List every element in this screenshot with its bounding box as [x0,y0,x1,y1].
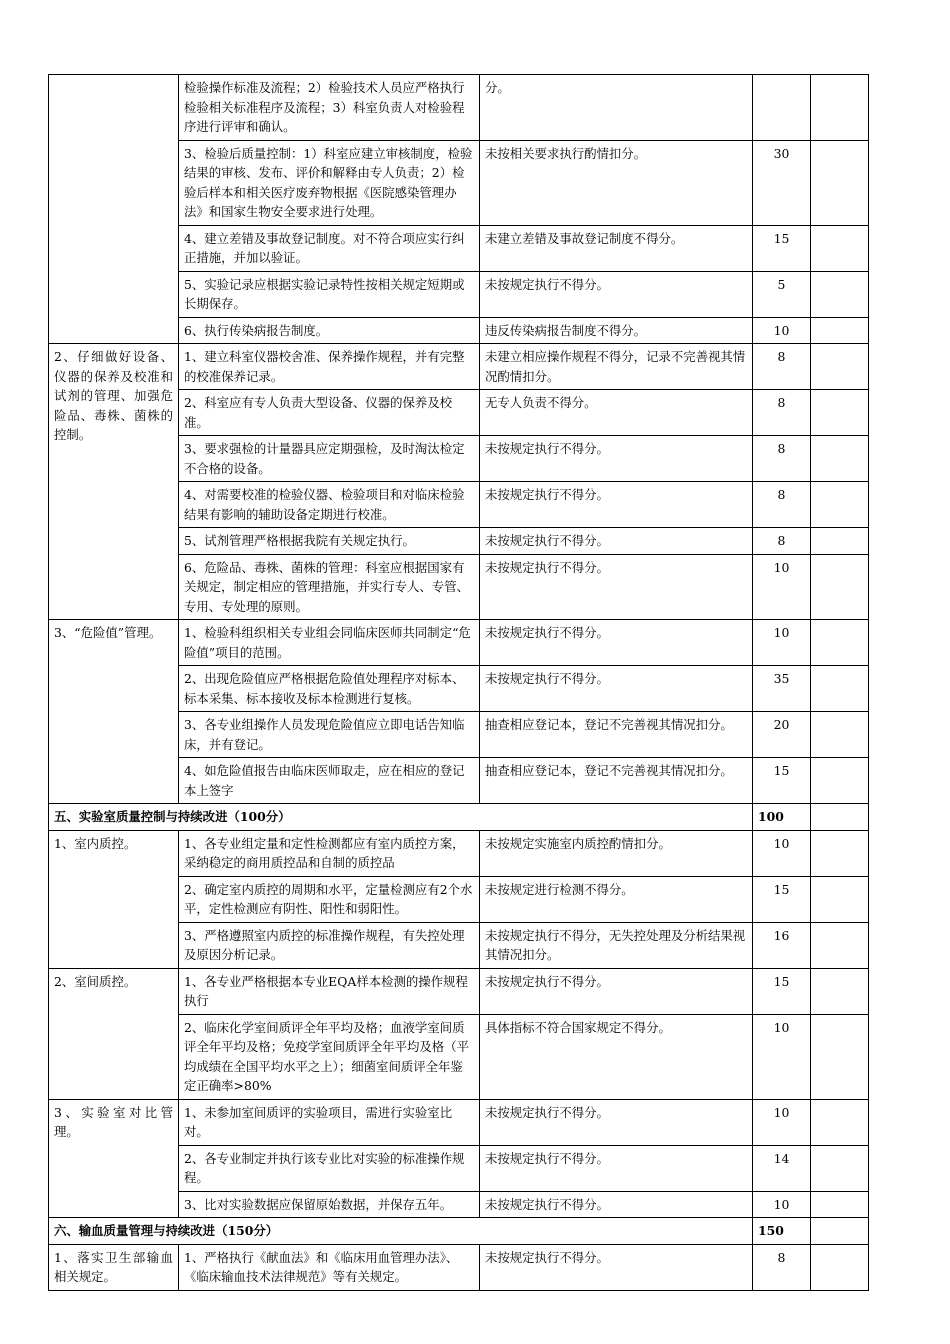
category-cell [49,75,179,344]
deduction-cell: 未按规定执行不得分。 [480,482,753,528]
section-title: 五、实验室质量控制与持续改进（100分） [49,804,753,831]
actual-score-cell [811,344,869,390]
standard-cell: 1、各专业组定量和定性检测都应有室内质控方案，采纳稳定的商用质控品和自制的质控品 [179,830,480,876]
actual-score-cell [811,1099,869,1145]
score-cell: 15 [753,968,811,1014]
deduction-cell: 未按规定执行不得分。 [480,620,753,666]
score-cell [753,75,811,141]
standard-cell: 6、危险品、毒株、菌株的管理：科室应根据国家有关规定，制定相应的管理措施，并实行专人、专管、专用、专处理的原则。 [179,554,480,620]
deduction-cell: 未按规定执行不得分。 [480,554,753,620]
actual-score-cell [811,528,869,555]
deduction-cell: 未按规定进行检测不得分。 [480,876,753,922]
deduction-cell: 违反传染病报告制度不得分。 [480,317,753,344]
standard-cell: 3、检验后质量控制：1）科室应建立审核制度，检验结果的审核、发布、评价和解释由专人负责；2）检验后样本和相关医疗废弃物根据《医院感染管理办法》和国家生物安全要求进行处理。 [179,140,480,225]
actual-score-cell [811,1244,869,1290]
actual-score-cell [811,554,869,620]
standard-cell: 4、对需要校准的检验仪器、检验项目和对临床检验结果有影响的辅助设备定期进行校准。 [179,482,480,528]
deduction-cell: 无专人负责不得分。 [480,390,753,436]
score-cell: 10 [753,830,811,876]
section-header-row [49,1218,869,1245]
deduction-cell: 抽查相应登记本，登记不完善视其情况扣分。 [480,712,753,758]
actual-score-cell [811,1014,869,1099]
deduction-cell: 未按规定实施室内质控酌情扣分。 [480,830,753,876]
score-cell: 8 [753,1244,811,1290]
score-cell: 8 [753,482,811,528]
table-row [49,830,869,876]
score-cell: 15 [753,876,811,922]
actual-score-cell [811,1145,869,1191]
standard-cell: 5、试剂管理严格根据我院有关规定执行。 [179,528,480,555]
actual-score-cell [811,1218,869,1245]
standard-cell: 1、各专业严格根据本专业EQA样本检测的操作规程执行 [179,968,480,1014]
actual-score-cell [811,758,869,804]
actual-score-cell [811,804,869,831]
deduction-cell: 未按规定执行不得分，无失控处理及分析结果视其情况扣分。 [480,922,753,968]
standard-cell: 1、严格执行《献血法》和《临床用血管理办法》、《临床输血技术法律规范》等有关规定。 [179,1244,480,1290]
actual-score-cell [811,620,869,666]
standard-cell: 4、建立差错及事故登记制度。对不符合项应实行纠正措施，并加以验证。 [179,225,480,271]
score-cell: 8 [753,528,811,555]
standard-cell: 2、确定室内质控的周期和水平，定量检测应有2个水平，定性检测应有阴性、阳性和弱阳性。 [179,876,480,922]
score-cell: 30 [753,140,811,225]
deduction-cell: 抽查相应登记本，登记不完善视其情况扣分。 [480,758,753,804]
standard-cell: 3、比对实验数据应保留原始数据，并保存五年。 [179,1191,480,1218]
deduction-cell: 未按规定执行不得分。 [480,1191,753,1218]
deduction-cell: 未按规定执行不得分。 [480,528,753,555]
section-score: 100 [753,804,811,831]
standard-cell: 5、实验记录应根据实验记录特性按相关规定短期或长期保存。 [179,271,480,317]
score-cell: 10 [753,317,811,344]
deduction-cell: 未按规定执行不得分。 [480,666,753,712]
standard-cell: 4、如危险值报告由临床医师取走，应在相应的登记本上签字 [179,758,480,804]
score-cell: 10 [753,1014,811,1099]
standard-cell: 1、检验科组织相关专业组会同临床医师共同制定“危险值”项目的范围。 [179,620,480,666]
standard-cell: 2、出现危险值应严格根据危险值处理程序对标本、标本采集、标本接收及标本检测进行复核。 [179,666,480,712]
category-cell: 2、仔细做好设备、仪器的保养及校准和试剂的管理、加强危险品、毒株、菌株的控制。 [49,344,179,620]
actual-score-cell [811,666,869,712]
score-cell: 8 [753,436,811,482]
category-cell: 1、落实卫生部输血相关规定。 [49,1244,179,1290]
standard-cell: 检验操作标准及流程；2）检验技术人员应严格执行检验相关标准程序及流程；3）科室负责人对检验程序进行评审和确认。 [179,75,480,141]
deduction-cell: 未按规定执行不得分。 [480,1099,753,1145]
actual-score-cell [811,968,869,1014]
score-cell: 8 [753,344,811,390]
score-cell: 20 [753,712,811,758]
category-cell: 2、室间质控。 [49,968,179,1099]
section-score: 150 [753,1218,811,1245]
score-cell: 15 [753,225,811,271]
standard-cell: 3、严格遵照室内质控的标准操作规程，有失控处理及原因分析记录。 [179,922,480,968]
score-cell: 14 [753,1145,811,1191]
table-row [49,1244,869,1290]
category-cell: 3、“危险值”管理。 [49,620,179,804]
standard-cell: 1、建立科室仪器校舍准、保养操作规程，并有完整的校准保养记录。 [179,344,480,390]
deduction-cell: 具体指标不符合国家规定不得分。 [480,1014,753,1099]
score-cell: 16 [753,922,811,968]
actual-score-cell [811,75,869,141]
category-cell: 1、室内质控。 [49,830,179,968]
table-row [49,620,869,666]
section-header-row [49,804,869,831]
actual-score-cell [811,482,869,528]
score-cell: 10 [753,554,811,620]
actual-score-cell [811,1191,869,1218]
table-row [49,75,869,141]
deduction-cell: 未按规定执行不得分。 [480,436,753,482]
score-cell: 10 [753,1191,811,1218]
deduction-cell: 分。 [480,75,753,141]
standard-cell: 2、科室应有专人负责大型设备、仪器的保养及校准。 [179,390,480,436]
table-row [49,968,869,1014]
actual-score-cell [811,876,869,922]
table-row [49,1099,869,1145]
actual-score-cell [811,712,869,758]
standard-cell: 2、各专业制定并执行该专业比对实验的标准操作规程。 [179,1145,480,1191]
actual-score-cell [811,922,869,968]
evaluation-table [48,74,869,1291]
standard-cell: 2、临床化学室间质评全年平均及格；血液学室间质评全年平均及格；免疫学室间质评全年平均及格（平均成绩在全国平均水平之上）；细菌室间质评全年鉴定正确率>80% [179,1014,480,1099]
deduction-cell: 未按相关要求执行酌情扣分。 [480,140,753,225]
actual-score-cell [811,225,869,271]
actual-score-cell [811,830,869,876]
actual-score-cell [811,317,869,344]
category-cell: 3、实验室对比管理。 [49,1099,179,1218]
deduction-cell: 未建立差错及事故登记制度不得分。 [480,225,753,271]
standard-cell: 3、要求强检的计量器具应定期强检，及时淘汰检定不合格的设备。 [179,436,480,482]
standard-cell: 6、执行传染病报告制度。 [179,317,480,344]
deduction-cell: 未按规定执行不得分。 [480,968,753,1014]
actual-score-cell [811,390,869,436]
deduction-cell: 未建立相应操作规程不得分，记录不完善视其情况酌情扣分。 [480,344,753,390]
score-cell: 8 [753,390,811,436]
actual-score-cell [811,436,869,482]
actual-score-cell [811,140,869,225]
score-cell: 10 [753,1099,811,1145]
deduction-cell: 未按规定执行不得分。 [480,271,753,317]
table-row [49,344,869,390]
standard-cell: 1、未参加室间质评的实验项目，需进行实验室比对。 [179,1099,480,1145]
score-cell: 35 [753,666,811,712]
actual-score-cell [811,271,869,317]
section-title: 六、输血质量管理与持续改进（150分） [49,1218,753,1245]
standard-cell: 3、各专业组操作人员发现危险值应立即电话告知临床，并有登记。 [179,712,480,758]
deduction-cell: 未按规定执行不得分。 [480,1244,753,1290]
score-cell: 5 [753,271,811,317]
score-cell: 10 [753,620,811,666]
deduction-cell: 未按规定执行不得分。 [480,1145,753,1191]
score-cell: 15 [753,758,811,804]
